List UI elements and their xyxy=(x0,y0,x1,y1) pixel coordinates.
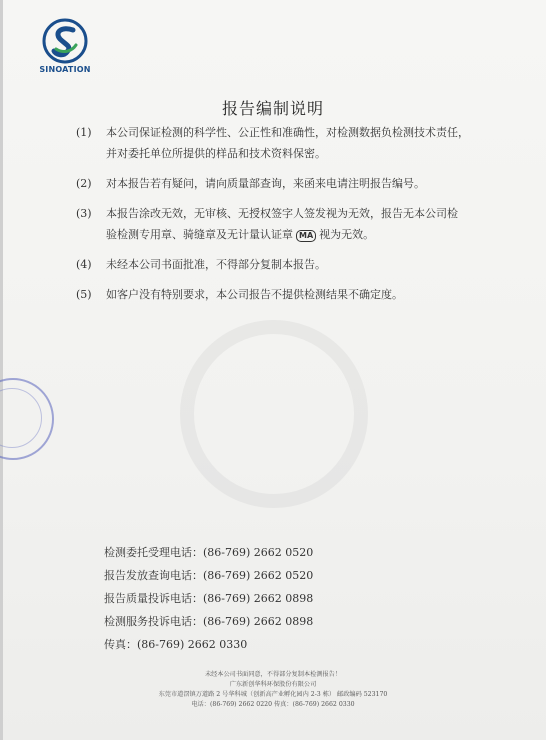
note-item xyxy=(76,254,516,275)
note-text xyxy=(106,173,516,194)
contact-line: 传真：(86-769) 2662 0330 xyxy=(104,638,248,651)
note-item xyxy=(76,122,516,164)
note-number: (2) xyxy=(76,177,92,190)
note-item xyxy=(76,284,516,305)
footer-phone: 电话：(86-769) 2662 0220 传真：(86-769) 2662 0330 xyxy=(191,701,355,708)
note-line: 未经本公司书面批准，不得部分复制本报告。 xyxy=(106,258,326,271)
note-item xyxy=(76,203,516,245)
note-line: 对本报告若有疑问，请向质量部查询，来函来电请注明报告编号。 xyxy=(106,177,425,190)
note-text xyxy=(106,284,516,305)
note-text xyxy=(106,122,516,164)
contact-line: 报告质量投诉电话：(86-769) 2662 0898 xyxy=(104,592,314,605)
note-line-tail: 视为无效。 xyxy=(319,228,375,241)
contact-list xyxy=(104,541,313,656)
note-line: 本公司保证检测的科学性、公正性和准确性，对检测数据负检测技术责任， xyxy=(106,126,469,139)
company-logo xyxy=(30,18,100,74)
note-number: (4) xyxy=(76,258,92,271)
logo-icon xyxy=(42,18,88,64)
note-item xyxy=(76,173,516,194)
note-number: (3) xyxy=(76,207,92,220)
note-text xyxy=(106,203,516,245)
watermark-logo xyxy=(180,320,368,508)
note-text xyxy=(106,254,516,275)
logo-text: SINOATION xyxy=(39,65,91,74)
note-line: 验检测专用章、骑缝章及无计量认证章 xyxy=(106,228,293,241)
cma-mark-icon: MA xyxy=(296,230,316,242)
note-line: 如客户没有特别要求，本公司报告不提供检测结果不确定度。 xyxy=(106,288,403,301)
note-number: (5) xyxy=(76,288,92,301)
note-number: (1) xyxy=(76,126,92,139)
notes-list xyxy=(76,122,516,314)
page-title: 报告编制说明 xyxy=(221,99,324,118)
note-line: 本报告涂改无效，无审核、无授权签字人签发视为无效，报告无本公司检 xyxy=(106,207,458,220)
contact-line: 报告发放查询电话：(86-769) 2662 0520 xyxy=(104,569,314,582)
footer-notice: 未经本公司书面同意，不得部分复制本检测报告！ xyxy=(204,671,342,678)
contact-line: 检测服务投诉电话：(86-769) 2662 0898 xyxy=(104,615,314,628)
note-line: 并对委托单位所提供的样品和技术资料保密。 xyxy=(106,147,326,160)
footer-company: 广东新创华科环保股份有限公司 xyxy=(229,681,317,688)
page-footer xyxy=(0,670,546,710)
footer-address: 东莞市道滘镇万道路 2 号华科城（创新高产业孵化园内 2-3 栋） 邮政编码 523170 xyxy=(158,691,388,698)
contact-line: 检测委托受理电话：(86-769) 2662 0520 xyxy=(104,546,314,559)
